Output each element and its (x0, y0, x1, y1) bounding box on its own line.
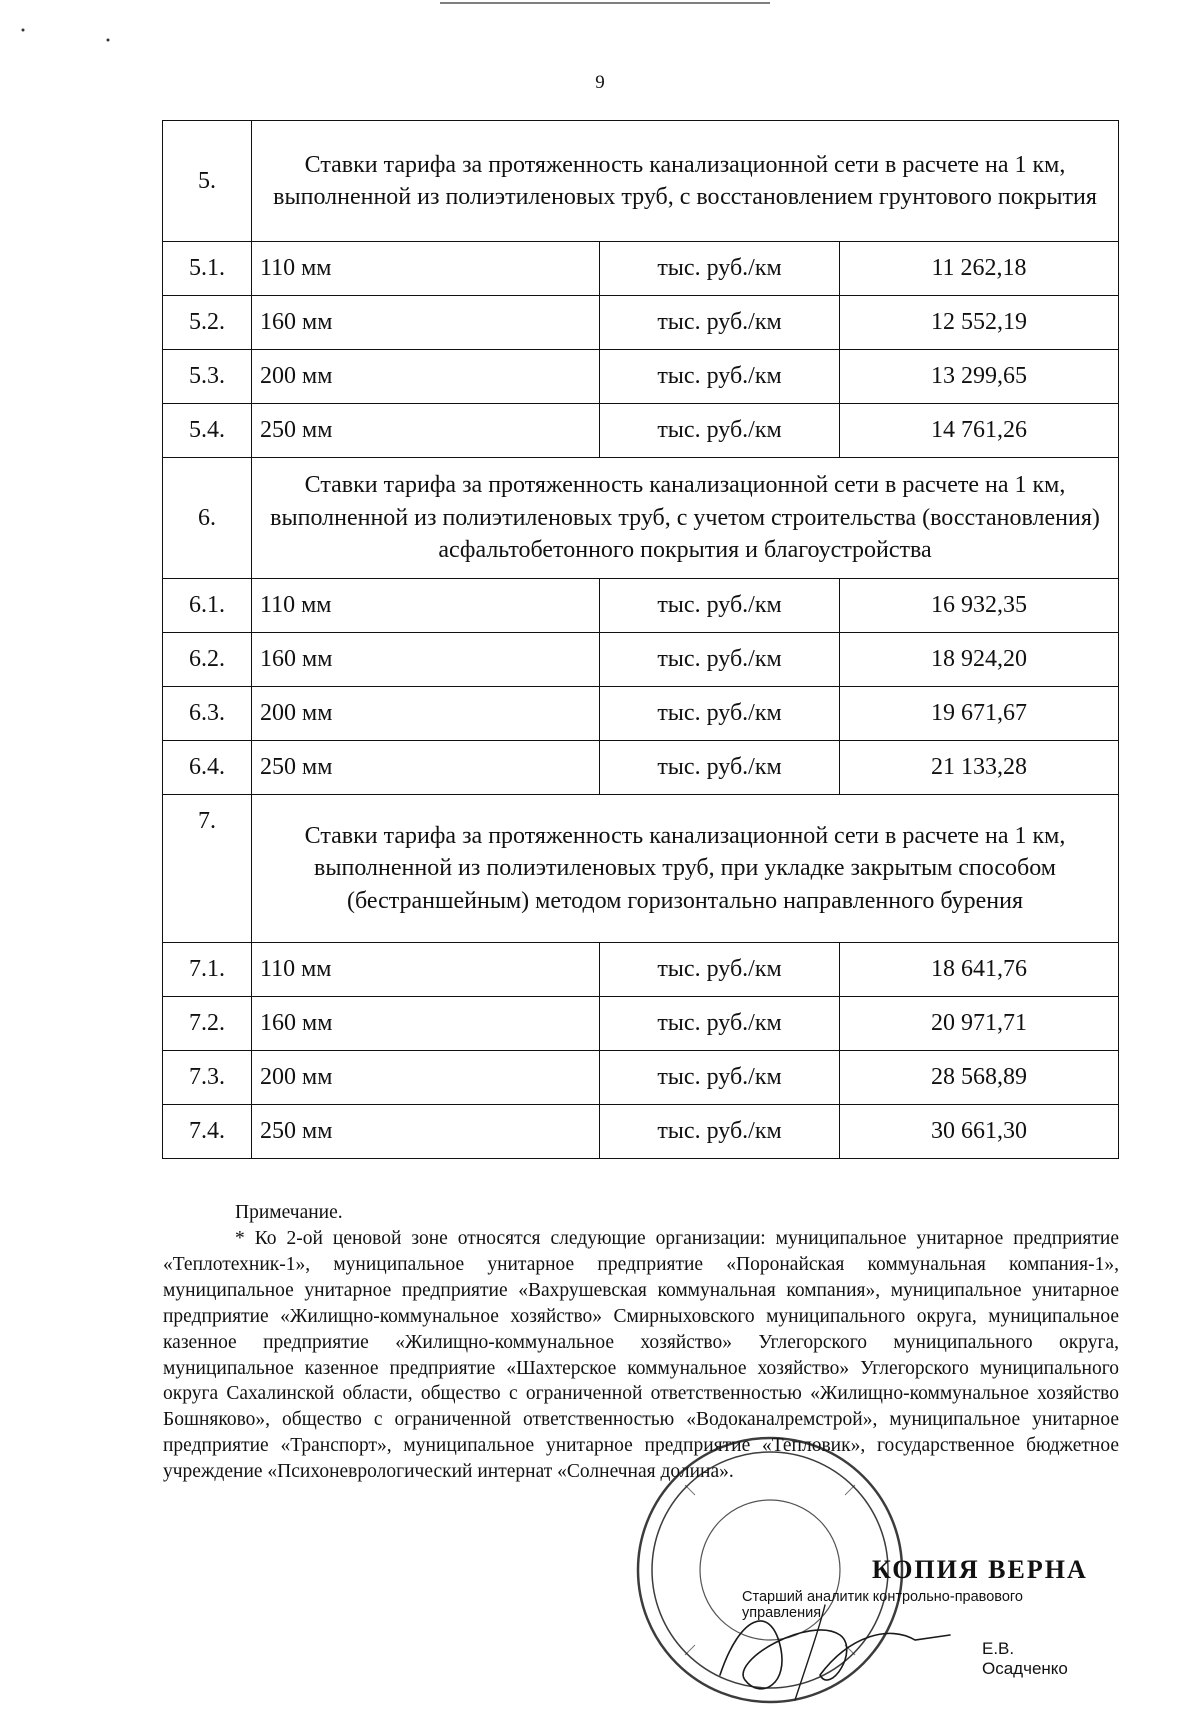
row-value: 20 971,71 (840, 997, 1119, 1051)
row-number: 7.4. (163, 1105, 252, 1159)
note-title: Примечание. (235, 1202, 343, 1223)
row-unit: тыс. руб./км (600, 350, 840, 404)
section-header-row (163, 795, 1119, 943)
row-diameter: 110 мм (252, 242, 600, 296)
row-diameter: 110 мм (252, 579, 600, 633)
row-number: 5.1. (163, 242, 252, 296)
row-diameter: 250 мм (252, 404, 600, 458)
row-unit: тыс. руб./км (600, 242, 840, 296)
scan-dot-icon (20, 20, 130, 50)
row-value: 16 932,35 (840, 579, 1119, 633)
row-unit: тыс. руб./км (600, 404, 840, 458)
table-row (163, 242, 1119, 296)
table-row (163, 1051, 1119, 1105)
row-unit: тыс. руб./км (600, 579, 840, 633)
row-number: 7.2. (163, 997, 252, 1051)
table-row (163, 741, 1119, 795)
row-unit: тыс. руб./км (600, 687, 840, 741)
certifier-name: Е.В. Осадченко (982, 1639, 1068, 1678)
row-diameter: 160 мм (252, 997, 600, 1051)
row-diameter: 250 мм (252, 1105, 600, 1159)
row-value: 21 133,28 (840, 741, 1119, 795)
section-title: Ставки тарифа за протяженность канализационной сети в расчете на 1 км, выполненной из полиэтиленовых труб, с восстановлением грунтового покрытия (252, 121, 1119, 242)
row-diameter: 250 мм (252, 741, 600, 795)
section-title: Ставки тарифа за протяженность канализационной сети в расчете на 1 км, выполненной из полиэтиленовых труб, с учетом строительства (восстановления) асфальтобетонного покрытия и благоустройства (252, 458, 1119, 579)
row-diameter: 110 мм (252, 943, 600, 997)
table-row (163, 296, 1119, 350)
table-row (163, 633, 1119, 687)
row-value: 14 761,26 (840, 404, 1119, 458)
section-header-row (163, 458, 1119, 579)
table-row (163, 943, 1119, 997)
row-value: 11 262,18 (840, 242, 1119, 296)
certifier-position: Старший аналитик контрольно-правового управления (742, 1589, 1023, 1621)
row-value: 18 924,20 (840, 633, 1119, 687)
row-diameter: 200 мм (252, 350, 600, 404)
signature-icon (700, 1595, 960, 1705)
certification-title: КОПИЯ ВЕРНА (872, 1555, 1088, 1584)
row-value: 28 568,89 (840, 1051, 1119, 1105)
row-number: 5.4. (163, 404, 252, 458)
row-unit: тыс. руб./км (600, 943, 840, 997)
note-text: * Ко 2-ой ценовой зоне относятся следующие организации: муниципальное унитарное предприятие «Теплотехник-1», муниципальное унитарное предприятие «Поронайская коммунальная компания-1», муниципальное унитарное предприятие «Вахрушевская коммунальная компания», муниципальное унитарное предприятие «Жилищно-коммунальное хозяйство» Смирныховского муниципального округа, муниципальное казенное предприятие «Жилищно-коммунальное хозяйство» Углегорского муниципального округа, муниципальное казенное предприятие «Шахтерское коммунальное хозяйство» Углегорского муниципального округа Сахалинской области, общество с ограниченной ответственностью «Жилищно-коммунальное хозяйство Бошняково», общество с ограниченной ответственностью «Водоканалремстрой», муниципальное унитарное предприятие «Транспорт», муниципальное унитарное предприятие «Тепловик», государственное бюджетное учреждение «Психоневрологический интернат «Солнечная долина». (163, 1227, 1119, 1483)
row-number: 6.2. (163, 633, 252, 687)
row-value: 12 552,19 (840, 296, 1119, 350)
row-value: 19 671,67 (840, 687, 1119, 741)
row-unit: тыс. руб./км (600, 997, 840, 1051)
table-row (163, 687, 1119, 741)
row-number: 6.3. (163, 687, 252, 741)
row-unit: тыс. руб./км (600, 1105, 840, 1159)
row-diameter: 160 мм (252, 296, 600, 350)
row-number: 7.1. (163, 943, 252, 997)
row-unit: тыс. руб./км (600, 633, 840, 687)
row-number: 5.3. (163, 350, 252, 404)
row-unit: тыс. руб./км (600, 296, 840, 350)
row-value: 13 299,65 (840, 350, 1119, 404)
table-row (163, 579, 1119, 633)
section-number: 6. (163, 458, 252, 579)
row-diameter: 160 мм (252, 633, 600, 687)
row-unit: тыс. руб./км (600, 741, 840, 795)
tariff-table (162, 120, 1119, 1159)
table-row (163, 1105, 1119, 1159)
row-number: 6.4. (163, 741, 252, 795)
row-diameter: 200 мм (252, 1051, 600, 1105)
row-value: 30 661,30 (840, 1105, 1119, 1159)
table-row (163, 404, 1119, 458)
row-number: 6.1. (163, 579, 252, 633)
table-row (163, 997, 1119, 1051)
row-number: 7.3. (163, 1051, 252, 1105)
row-number: 5.2. (163, 296, 252, 350)
table-row (163, 350, 1119, 404)
row-diameter: 200 мм (252, 687, 600, 741)
page-number: 9 (595, 72, 605, 93)
section-number: 7. (163, 795, 252, 943)
row-unit: тыс. руб./км (600, 1051, 840, 1105)
row-value: 18 641,76 (840, 943, 1119, 997)
section-title: Ставки тарифа за протяженность канализационной сети в расчете на 1 км, выполненной из полиэтиленовых труб, при укладке закрытым способом (бестраншейным) методом горизонтально направленного бурения (252, 795, 1119, 943)
section-header-row (163, 121, 1119, 242)
scan-edge-line-icon (440, 0, 770, 6)
section-number: 5. (163, 121, 252, 242)
